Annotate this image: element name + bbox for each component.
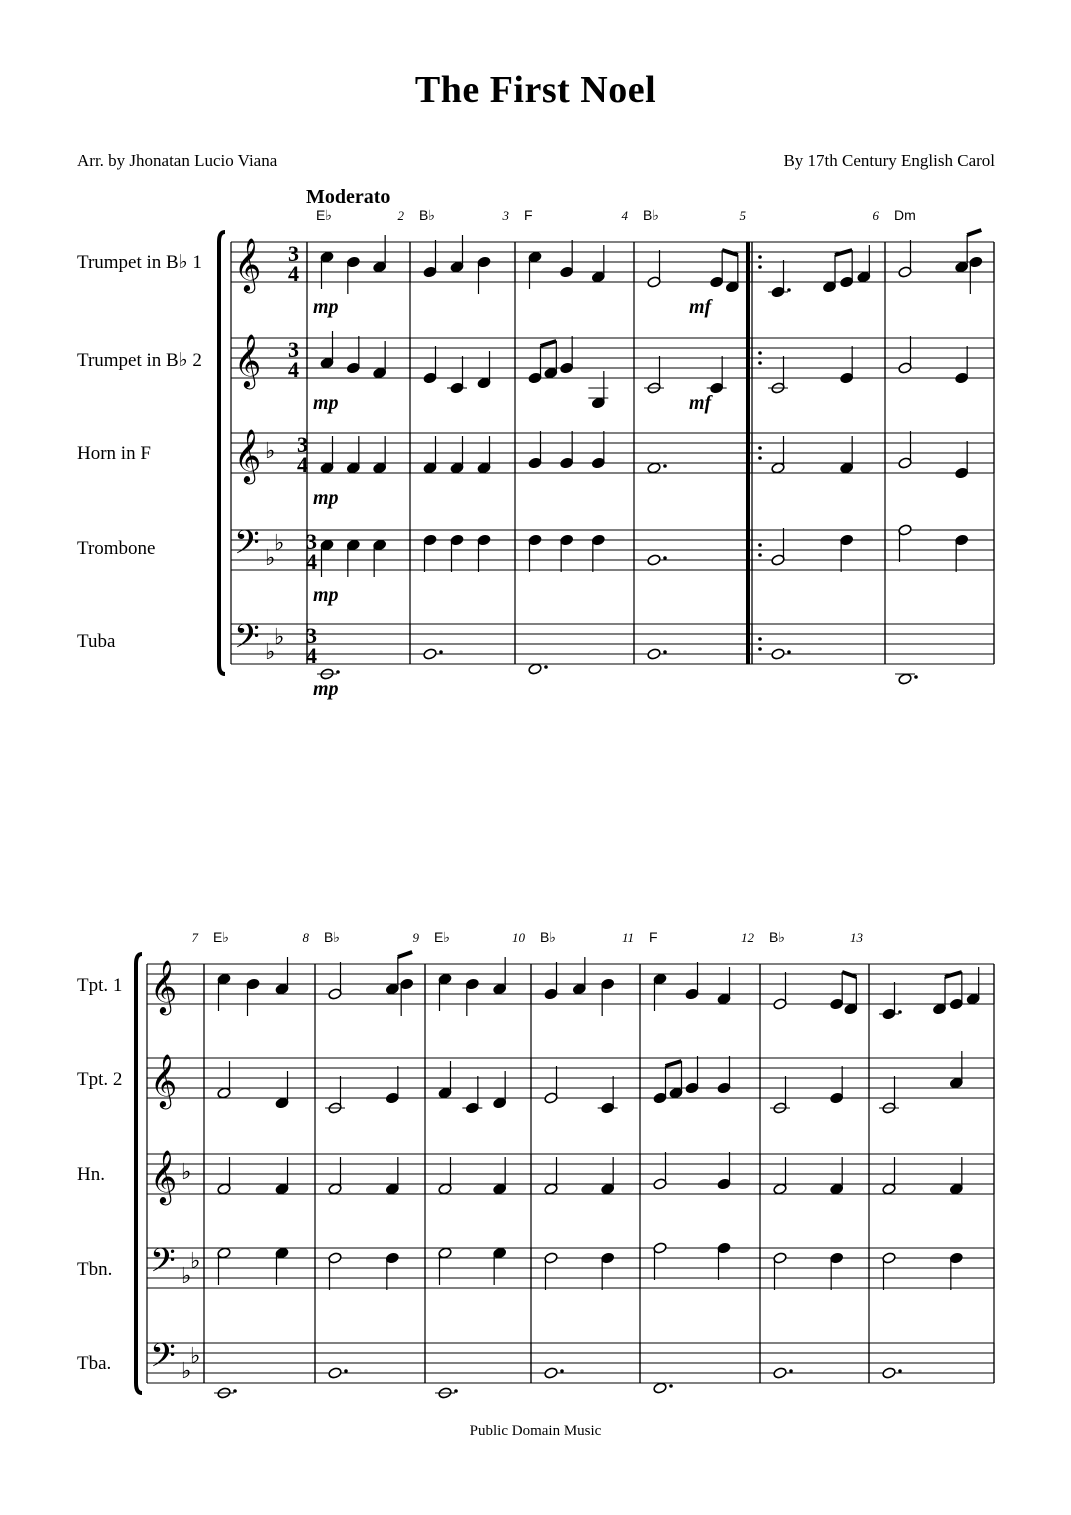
repeat-dot: [758, 456, 762, 460]
treble-clef-icon: 𝄞: [150, 1055, 178, 1106]
short-name-trumpet-2: Tpt. 2: [77, 1069, 123, 1090]
treble-clef-icon: 𝄞: [150, 1151, 178, 1202]
repeat-dot: [758, 255, 762, 259]
measure-number: 8: [302, 930, 309, 945]
dot: [914, 675, 918, 679]
staff-5: [231, 618, 994, 668]
chord-symbol: E♭: [316, 207, 332, 223]
staff-4: [231, 524, 994, 574]
dot: [787, 288, 791, 292]
dot: [663, 556, 667, 560]
beam: [967, 230, 981, 235]
dot: [454, 1389, 458, 1393]
chord-symbol: B♭: [540, 929, 556, 945]
beam: [945, 972, 962, 977]
repeat-dot: [758, 637, 762, 641]
chord-symbol: F: [524, 207, 533, 223]
flat-icon: ♭: [190, 1343, 201, 1368]
system-bracket: [136, 954, 142, 1393]
bass-clef-icon: 𝄢: [234, 524, 260, 569]
time-signature-bottom: 4: [306, 643, 317, 668]
time-signature-bottom: 4: [288, 357, 299, 382]
note-head: [898, 673, 912, 685]
staff-2: [147, 1054, 994, 1109]
footer-note: Public Domain Music: [469, 1423, 602, 1439]
dot: [544, 665, 548, 669]
measure-number: 9: [412, 930, 419, 945]
arranger-credit: Arr. by Jhonatan Lucio Viana: [77, 151, 278, 170]
score-title: The First Noel: [414, 69, 657, 111]
dot: [663, 464, 667, 468]
dot: [439, 650, 443, 654]
staff-2: [231, 334, 994, 389]
beam: [722, 250, 738, 255]
flat-icon: ♭: [181, 1263, 192, 1288]
time-signature-top: 3: [288, 337, 299, 362]
composer-credit: By 17th Century English Carol: [783, 151, 995, 170]
dot: [233, 1389, 237, 1393]
beam: [541, 341, 557, 346]
instrument-name-tuba: Tuba: [77, 631, 116, 652]
repeat-dot: [758, 553, 762, 557]
time-signature-top: 3: [297, 432, 308, 457]
dot: [669, 1384, 673, 1388]
chord-symbol: B♭: [419, 207, 435, 223]
measure-number: 5: [739, 208, 746, 223]
dynamic-marking: mp: [313, 392, 339, 414]
note-head: [882, 1367, 896, 1379]
bass-clef-icon: 𝄢: [150, 1242, 176, 1287]
beam: [842, 972, 856, 977]
note-head: [528, 663, 542, 675]
chord-symbol: Dm: [894, 207, 916, 223]
dot: [336, 670, 340, 674]
time-signature-bottom: 4: [297, 452, 308, 477]
note-head: [423, 648, 437, 660]
time-signature-bottom: 4: [288, 261, 299, 286]
dynamic-marking: mf: [689, 296, 712, 318]
note-head: [771, 648, 785, 660]
staff-3: [147, 1150, 994, 1205]
note-head: [653, 1382, 667, 1394]
flat-icon: ♭: [274, 530, 285, 555]
chord-symbol: E♭: [213, 929, 229, 945]
system-1: [219, 186, 994, 700]
chord-symbol: B♭: [769, 929, 785, 945]
repeat-dot: [758, 647, 762, 651]
staff-3: [231, 429, 994, 484]
treble-clef-icon: 𝄞: [234, 335, 262, 386]
short-name-trombone: Tbn.: [77, 1259, 113, 1280]
note-head: [647, 554, 661, 566]
dot: [787, 650, 791, 654]
time-signature-top: 3: [306, 623, 317, 648]
dot: [344, 1369, 348, 1373]
measure-number: 12: [741, 930, 754, 945]
time-signature-bottom: 4: [306, 549, 317, 574]
chord-symbol: B♭: [643, 207, 659, 223]
repeat-dot: [758, 265, 762, 269]
note-head: [773, 1367, 787, 1379]
chord-symbol: B♭: [324, 929, 340, 945]
repeat-dot: [758, 351, 762, 355]
dynamic-marking: mp: [313, 296, 339, 318]
tempo-marking: Moderato: [306, 186, 391, 208]
dot: [898, 1369, 902, 1373]
note-head: [544, 1367, 558, 1379]
measure-number: 13: [850, 930, 863, 945]
repeat-dot: [758, 543, 762, 547]
repeat-dot: [758, 361, 762, 365]
dot: [560, 1369, 564, 1373]
note-head: [647, 462, 661, 474]
repeat-dot: [758, 446, 762, 450]
measure-number: 2: [397, 208, 404, 223]
instrument-name-horn: Horn in F: [77, 443, 151, 464]
bass-clef-icon: 𝄢: [150, 1337, 176, 1382]
chord-symbol: F: [649, 929, 658, 945]
staff-5: [147, 1337, 994, 1383]
short-name-tuba: Tba.: [77, 1353, 112, 1374]
dot: [898, 1010, 902, 1014]
measure-number: 11: [621, 930, 634, 945]
dynamic-marking: mf: [689, 392, 712, 414]
staff-1: [231, 238, 994, 293]
flat-icon: ♭: [181, 1159, 192, 1184]
staff-4: [147, 1242, 994, 1288]
note-head: [328, 1367, 342, 1379]
staff-1: [147, 960, 994, 1015]
flat-icon: ♭: [274, 624, 285, 649]
dynamic-marking: mp: [313, 487, 339, 509]
beam: [835, 250, 852, 255]
treble-clef-icon: 𝄞: [150, 961, 178, 1012]
time-signature-top: 3: [306, 529, 317, 554]
system-bracket: [219, 232, 225, 674]
short-name-trumpet-1: Tpt. 1: [77, 975, 123, 996]
measure-number: 6: [872, 208, 879, 223]
bass-clef-icon: 𝄢: [234, 618, 260, 663]
treble-clef-icon: 𝄞: [234, 239, 262, 290]
instrument-name-trumpet-2: Trumpet in B♭ 2: [77, 350, 202, 371]
dynamic-marking: mp: [313, 678, 339, 700]
measure-number: 3: [502, 208, 509, 223]
dynamic-marking: mp: [313, 584, 339, 606]
treble-clef-icon: 𝄞: [234, 430, 262, 481]
flat-icon: ♭: [190, 1248, 201, 1273]
instrument-name-trombone: Trombone: [77, 538, 156, 559]
short-name-horn: Hn.: [77, 1164, 105, 1185]
chord-symbol: E♭: [434, 929, 450, 945]
measure-number: 10: [512, 930, 525, 945]
flat-icon: ♭: [265, 545, 276, 570]
dot: [663, 650, 667, 654]
note-head: [647, 648, 661, 660]
beam: [398, 952, 412, 957]
flat-icon: ♭: [265, 639, 276, 664]
time-signature-top: 3: [288, 241, 299, 266]
measure-number: 4: [621, 208, 628, 223]
system-2: [136, 929, 994, 1399]
instrument-name-trumpet-1: Trumpet in B♭ 1: [77, 252, 202, 273]
measure-number: 7: [191, 930, 198, 945]
flat-icon: ♭: [265, 438, 276, 463]
dot: [789, 1369, 793, 1373]
beam: [666, 1061, 682, 1066]
flat-icon: ♭: [181, 1358, 192, 1383]
